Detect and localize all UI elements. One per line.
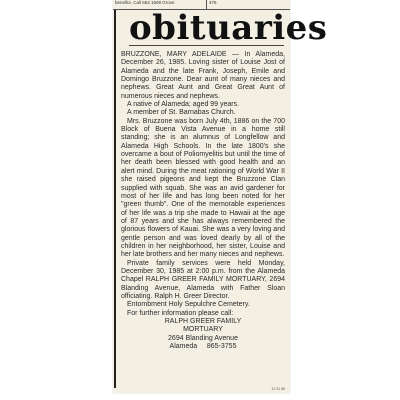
obituary-paragraph-4: Private family services were held Monday, December 30, 1985 at 2:00 p.m. from the Alameda Chapel RALPH GREER FAMILY MORTUARY, 2694 Blanding Avenue, Alameda with Father Sloan officiating. Ralph H. Greer Director. (121, 259, 285, 300)
contact-line-3: Alameda 865-3755 (169, 343, 237, 351)
column-rule (114, 10, 116, 388)
page-title: obituaries (129, 8, 328, 48)
obituary-paragraph-0: BRUZZONE, MARY ADELAIDE — In Alameda, December 26, 1985. Loving sister of Louise Jost of Alameda and the late Frank, Joseph, Emile and Domingo Bruzzone. Dear aunt of many nieces and nephews. Great Aunt and Great Great Aunt of numerous nieces and nephews. (121, 51, 285, 100)
date-stamp: 12 31 85 (271, 387, 285, 391)
obituary-paragraph-1: A native of Alameda; aged 99 years. (127, 101, 240, 109)
obituary-body (121, 51, 285, 351)
obituary-paragraph-6: For further information please call: (127, 309, 234, 317)
top-strip-left-text: benefits. Call 653 1608 Grove (115, 0, 175, 5)
obituary-paragraph-3: Mrs. Bruzzone was born July 4th, 1886 on the 700 Block of Buena Vista Avenue in a home still standing; she is an alumnus of Longfellow and Alameda High Schools. In the late 1800's she overcame a bout of Poliomyelitis but until the time of her death been blessed with good health and an alert mind. During the meat rationing of World War II she raised pigeons and kept the Bruzzone Clan supplied with squab. She was an avid gardener for most of her life and has long been noted for her "green thumb". One of the memorable experiences of her life was a trip she made to Hawaii at the age of 87 years and she has always remembered the glorious flowers of Kauai. She was a very loving and gentle person and was loved dearly by all of the children in her neighborhood, her sister, Louise and her late brothers and her many nieces and nephews. (121, 117, 285, 259)
top-strip-right-text: 476 (206, 0, 217, 9)
obituary-paragraph-2: A member of St. Barnabas Church. (127, 109, 236, 117)
obituary-paragraph-5: Entombment Holy Sepulchre Cemetery. (127, 301, 250, 309)
newspaper-clipping (113, 0, 328, 393)
contact-line-0: RALPH GREER FAMILY (164, 318, 242, 325)
contact-line-1: MORTUARY (183, 326, 223, 334)
contact-line-2: 2694 Blanding Avenue (168, 334, 238, 342)
